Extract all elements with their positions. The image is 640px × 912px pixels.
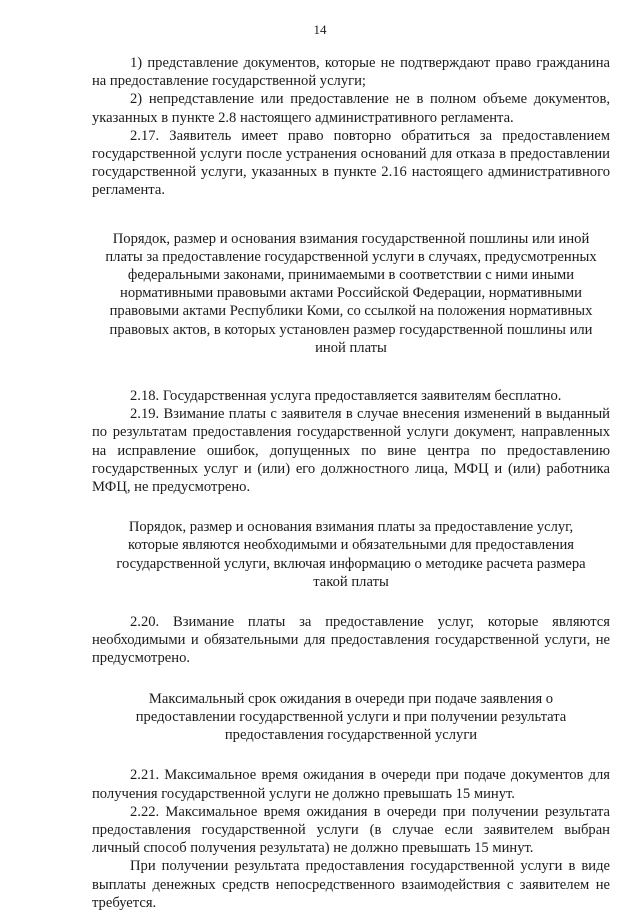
section-heading-necessary-services-fee: Порядок, размер и основания взимания платы за предоставление услуг, которые являются необходимыми и обязательными для предоставления государственной услуги, включая информацию о методике расчета размера такой платы (116, 519, 586, 590)
spacer (92, 200, 610, 230)
section-heading-state-fee: Порядок, размер и основания взимания государственной пошлины или иной платы за предоставление государственной услуги в случаях, предусмотренных федеральными законами, принимаемыми в соответствии с ними иными нормативными правовыми актами Российской Федерации, нормативными правовыми актами Республики Коми, со ссылкой на положения нормативных правовых актов, в которых установлен размер государственной пошлины или иной платы (105, 230, 597, 356)
spacer (92, 591, 610, 613)
paragraph-item-2: 2) непредставление или предоставление не в полном объеме документов, указанных в пункте 2.8 настоящего административного регламента. (92, 91, 610, 126)
page-number: 14 (313, 22, 327, 37)
paragraph-2-18: 2.18. Государственная услуга предоставляется заявителям бесплатно. (130, 388, 562, 405)
spacer (92, 744, 610, 766)
paragraph-2-21: 2.21. Максимальное время ожидания в очереди при подаче документов для получения государственной услуги не должно превышать 15 минут. (92, 767, 610, 802)
spacer (92, 668, 610, 690)
paragraph-cash-payment: При получении результата предоставления государственной услуги в виде выплаты денежных средств непосредственного взаимодействия с заявителем не требуется. (92, 858, 610, 911)
section-heading-queue-waiting-time: Максимальный срок ожидания в очереди при подаче заявления о предоставлении государственной услуги и при получении результата предоставления государственной услуги (135, 690, 567, 744)
paragraph-item-1: 1) представление документов, которые не подтверждают право гражданина на предоставление государственной услуги; (92, 55, 610, 90)
paragraph-2-20: 2.20. Взимание платы за предоставление услуг, которые являются необходимыми и обязательными для предоставления государственной услуги, не предусмотрено. (92, 614, 610, 667)
paragraph-2-22: 2.22. Максимальное время ожидания в очереди при получении результата предоставления государственной услуги (в случае если заявителем выбран личный способ получения результата) не должно превышать 15 минут. (92, 803, 610, 857)
spacer (92, 357, 610, 387)
paragraph-2-17: 2.17. Заявитель имеет право повторно обратиться за предоставлением государственной услуги после устранения оснований для отказа в предоставлении государственной услуги, указанных в пункте 2.16 настоящего административного регламента. (92, 127, 610, 199)
spacer (92, 496, 610, 518)
document-body (92, 54, 610, 912)
paragraph-2-19: 2.19. Взимание платы с заявителя в случае внесения изменений в выданный по результатам предоставления государственной услуги документ, направленных на исправление ошибок, допущенных по вине центра по предоставлению государственных услуг и (или) его должностного лица, МФЦ и (или) работника МФЦ, не предусмотрено. (92, 406, 610, 496)
